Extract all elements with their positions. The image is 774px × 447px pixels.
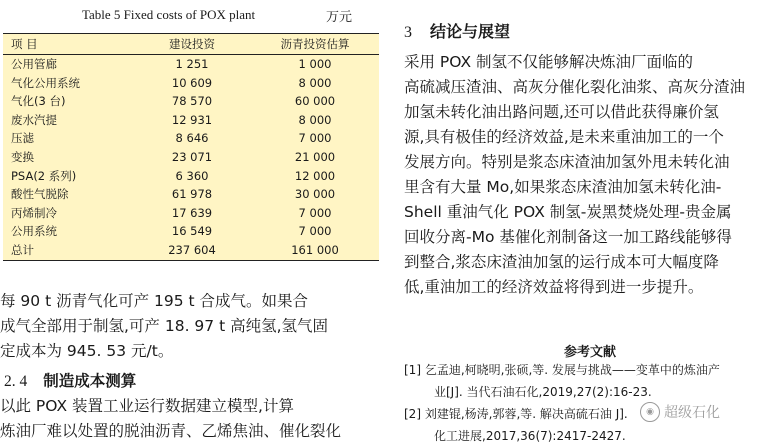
cell-asphalt: 8 000	[298, 112, 332, 127]
text-line: 源,具有极佳的经济效益,是未来重油加工的一个	[404, 128, 724, 146]
cell-asphalt: 7 000	[298, 224, 332, 239]
cell-item: 变换	[11, 149, 34, 164]
reference-line: [2] 刘建锟,杨涛,郭蓉,等. 解决高硫石油 J].	[404, 407, 628, 421]
cell-construction: 16 549	[171, 224, 213, 239]
cell-asphalt: 21 000	[294, 149, 336, 164]
cell-construction: 17 639	[171, 205, 213, 220]
text-line: 发展方向。特别是浆态床渣油加氢外甩未转化油	[404, 153, 730, 171]
cell-item: 气化(3 台)	[11, 94, 66, 109]
cell-construction: 78 570	[171, 94, 213, 109]
cell-item: PSA(2 系列)	[11, 168, 77, 183]
cell-asphalt: 30 000	[294, 187, 336, 202]
cell-construction: 61 978	[171, 187, 213, 202]
table-row	[3, 167, 379, 186]
table-row	[3, 222, 379, 241]
cell-construction: 23 071	[171, 149, 213, 164]
text-line: 到整合,浆态床渣油加氢的运行成本可大幅度降	[404, 253, 719, 271]
text-line: 加氢未转化油出路问题,还可以借此获得廉价氢	[404, 103, 719, 121]
cell-item: 废水汽提	[11, 112, 57, 127]
section-heading-2-4	[4, 369, 136, 391]
cell-item: 总计	[11, 242, 34, 257]
text-line: 以此 POX 装置工业运行数据建立模型,计算	[0, 397, 294, 415]
conclusion-paragraph	[404, 50, 774, 300]
watermark	[640, 400, 770, 424]
cell-asphalt: 8 000	[298, 75, 332, 90]
wechat-icon: ◉	[640, 402, 660, 422]
table-title: Table 5 Fixed costs of POX plant	[82, 7, 256, 22]
watermark-text: 超级石化	[664, 405, 720, 421]
cell-construction: 8 646	[175, 131, 209, 146]
table-row	[3, 55, 379, 74]
table-row	[3, 74, 379, 93]
cell-asphalt: 7 000	[298, 205, 332, 220]
cell-item: 公用管廊	[11, 57, 57, 71]
cell-construction: 6 360	[175, 168, 209, 183]
cell-asphalt: 12 000	[294, 168, 336, 183]
header-construction: 建设投资	[169, 37, 215, 51]
table-row	[3, 92, 379, 111]
left-paragraph	[0, 289, 382, 364]
table-row	[3, 204, 379, 223]
references-title: 参考文献	[564, 345, 617, 360]
cell-construction: 10 609	[171, 75, 213, 90]
cell-item: 酸性气脱除	[11, 187, 69, 202]
table-header-row	[3, 34, 379, 54]
left-paragraph-2	[0, 394, 382, 444]
fixed-cost-table	[3, 33, 379, 261]
cell-asphalt: 1 000	[298, 57, 332, 71]
cell-item: 压滤	[11, 131, 34, 146]
table-caption	[0, 5, 382, 25]
cell-asphalt: 7 000	[298, 131, 332, 146]
table-bottom-rule	[3, 260, 379, 261]
header-asphalt: 沥青投资估算	[280, 37, 350, 51]
cell-construction: 1 251	[175, 57, 209, 71]
text-line: 炼油厂难以处置的脱油沥青、乙烯焦油、催化裂化	[0, 422, 342, 440]
reference-line: [1] 乞孟迪,柯晓明,张硕,等. 发展与挑战——变革中的炼油产	[404, 363, 720, 377]
cell-construction: 12 931	[171, 112, 213, 127]
cell-item: 丙烯制冷	[11, 205, 57, 220]
text-line: 采用 POX 制氢不仅能够解决炼油厂面临的	[404, 53, 694, 71]
text-line: 每 90 t 沥青气化可产 195 t 合成气。如果合	[0, 292, 309, 310]
table-row	[3, 185, 379, 204]
table-row	[3, 111, 379, 130]
text-line: 低,重油加工的经济效益将得到进一步提升。	[404, 278, 704, 296]
cell-item: 公用系统	[11, 224, 57, 239]
section-title: 结论与展望	[430, 22, 511, 41]
section-title: 制造成本测算	[43, 372, 137, 390]
cell-construction: 237 604	[168, 242, 216, 257]
text-line: 里含有大量 Mo,如果浆态床渣油加氢未转化油-	[404, 178, 722, 196]
cell-item: 气化公用系统	[11, 75, 80, 90]
text-line: 回收分离-Mo 基催化剂制备这一加工路线能够得	[404, 228, 732, 246]
section-number: 2. 4	[4, 373, 28, 390]
reference-line: 业[J]. 当代石油石化,2019,27(2):16-23.	[434, 385, 652, 399]
cell-asphalt: 60 000	[294, 94, 336, 109]
text-line: 成气全部用于制氢,可产 18. 97 t 高纯氢,氢气固	[0, 317, 329, 335]
text-line: 高硫减压渣油、高灰分催化裂化油浆、高灰分渣油	[404, 78, 746, 96]
table-unit: 万元	[326, 10, 353, 25]
text-line: 定成本为 945. 53 元/t。	[0, 342, 174, 360]
cell-asphalt: 161 000	[291, 242, 339, 257]
table-row	[3, 148, 379, 167]
section-number: 3	[404, 24, 412, 41]
reference-line: 化工进展,2017,36(7):2417-2427.	[434, 429, 626, 443]
table-row-total	[3, 241, 379, 260]
header-item: 项 目	[11, 37, 38, 51]
section-heading-3	[404, 19, 510, 42]
text-line: Shell 重油气化 POX 制氢-炭黑焚烧处理-贵金属	[404, 203, 732, 221]
table-row	[3, 129, 379, 148]
